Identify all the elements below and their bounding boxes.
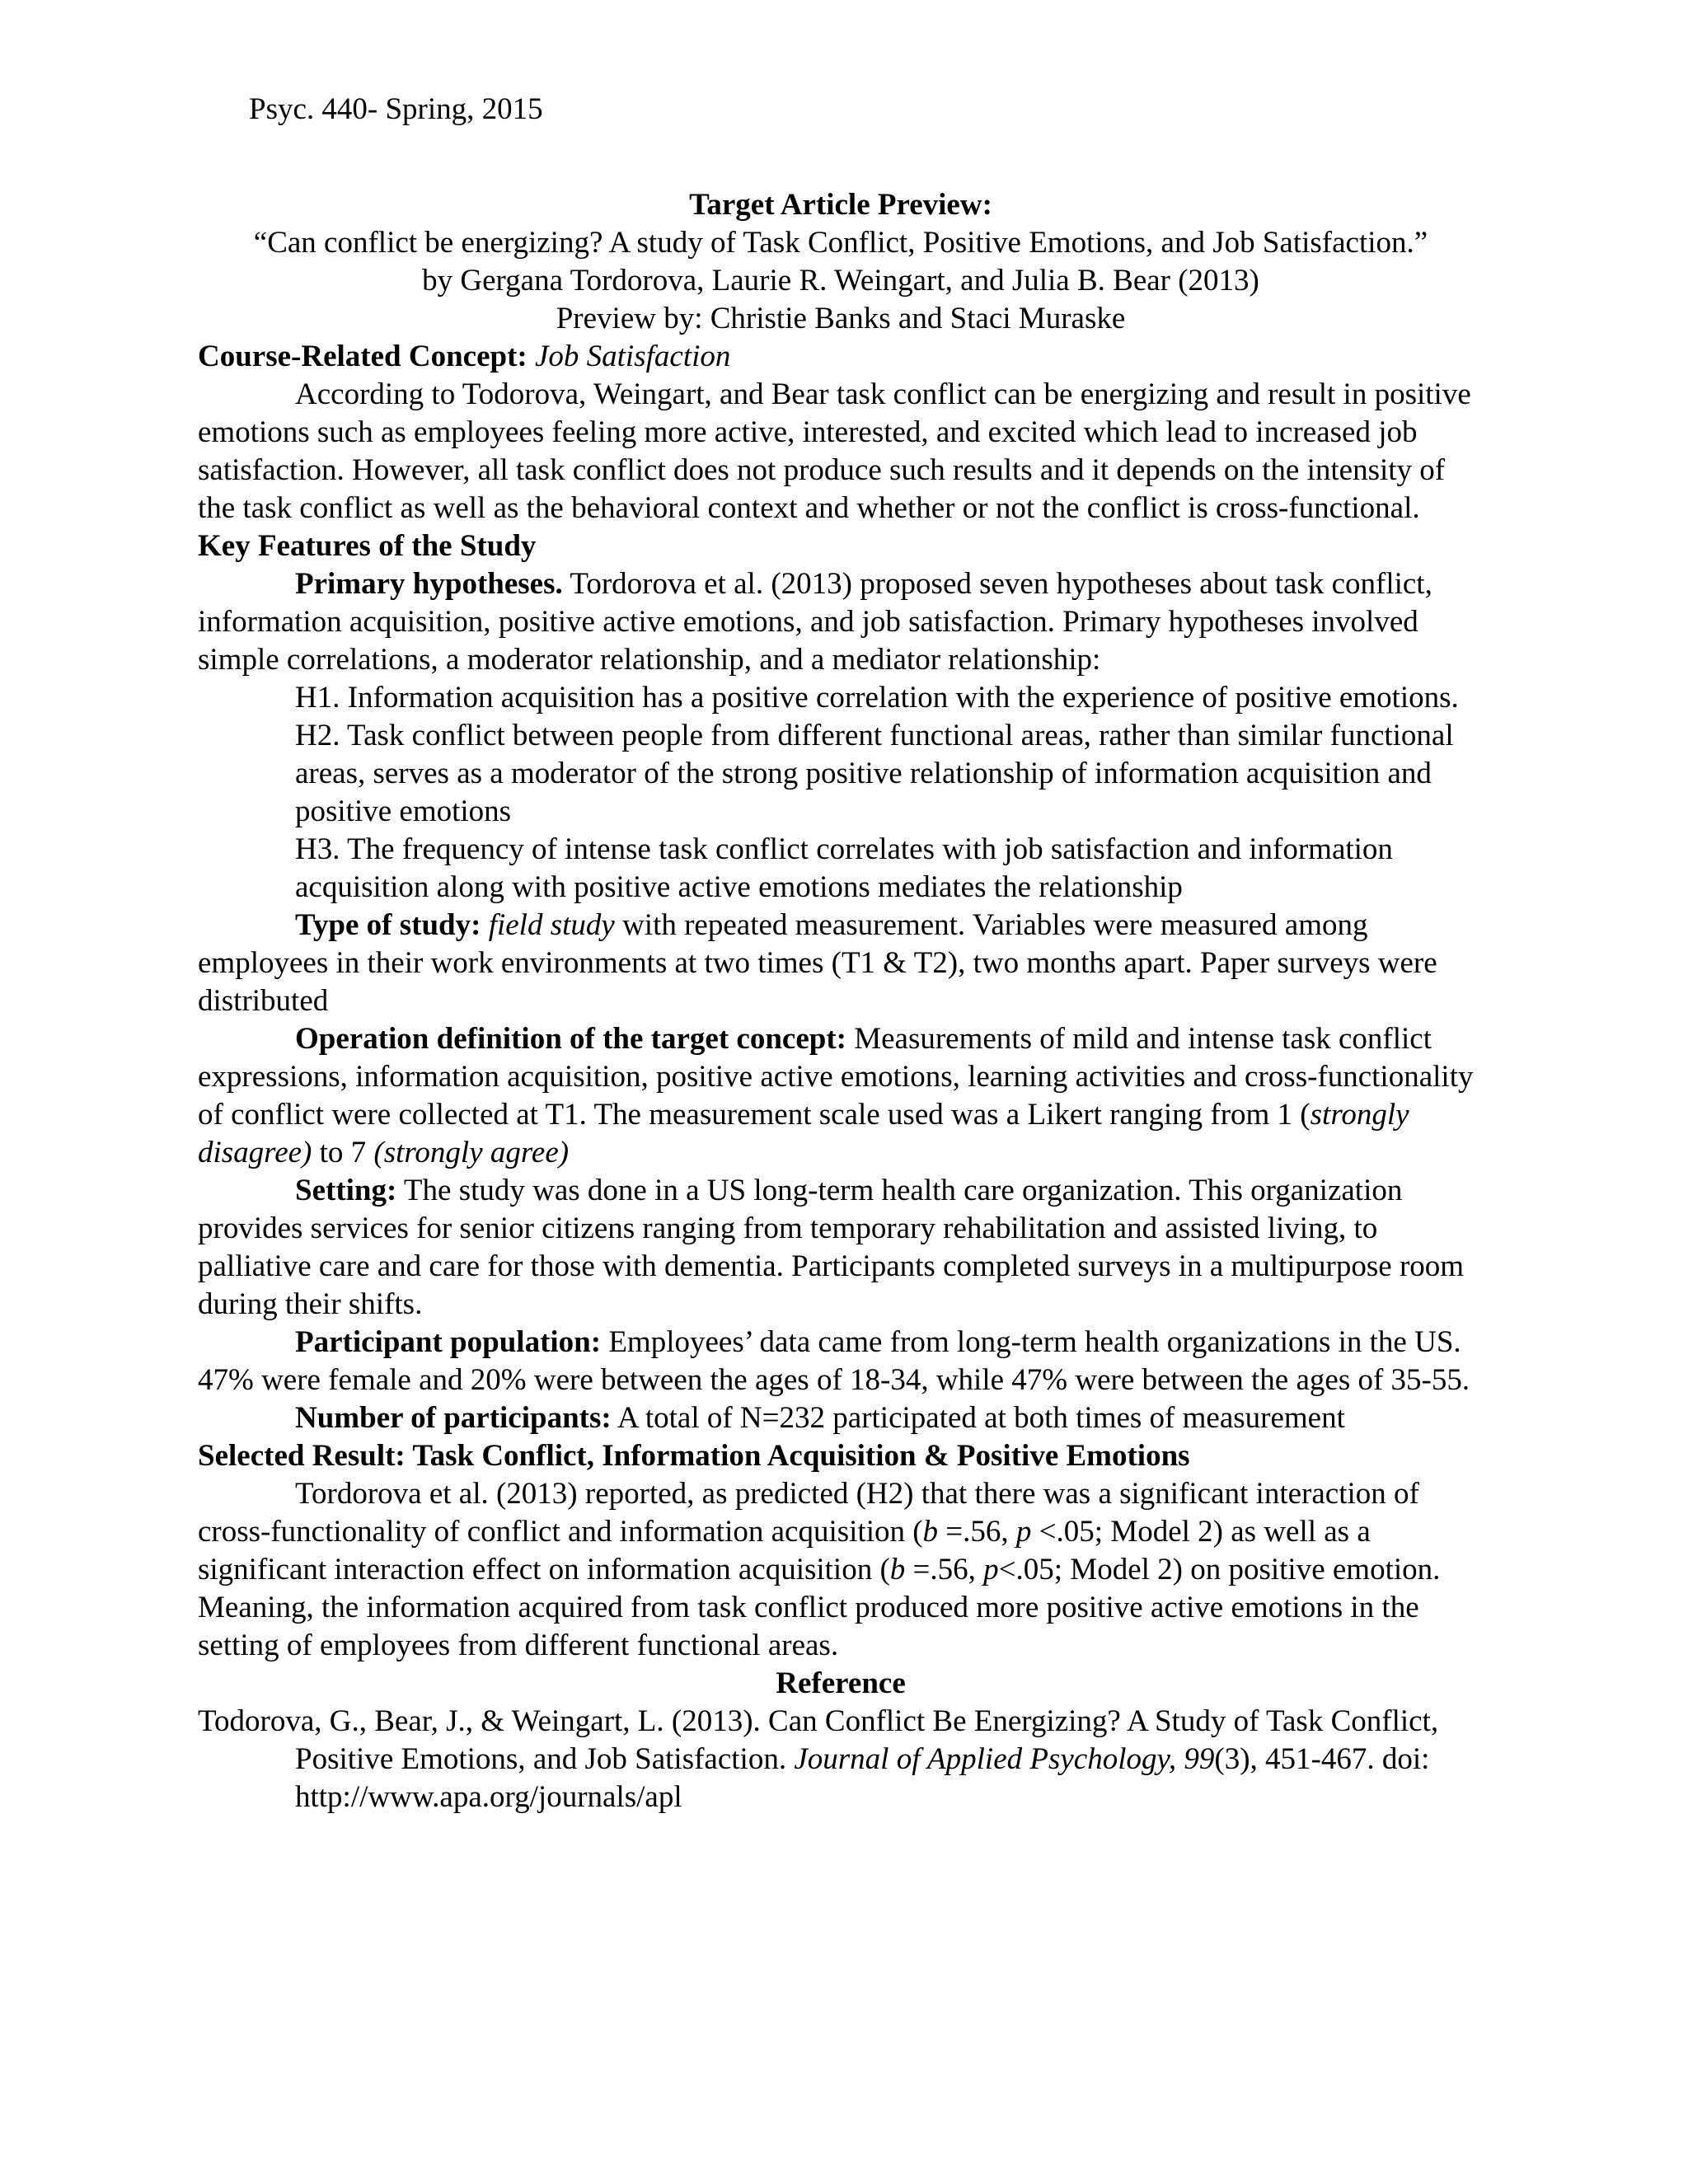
population-text: Employees’ data came from long-term health organizations in the US. 47% were female and 20% were between the ages of 18-34, while 47% were between the ages of 35-55. [198, 1325, 1470, 1397]
type-of-study-text: with repeated measurement. Variables were measured among employees in their work environments at two times (T1 & T2), two months apart. Paper surveys were distributed [198, 908, 1437, 1018]
population-paragraph [198, 1324, 1484, 1399]
setting-text: The study was done in a US long-term health care organization. This organization provides services for senior citizens ranging from temporary rehabilitation and assisted living, to palliative care and care for those with dementia. Participants completed surveys in a multipurpose room during their shifts. [198, 1174, 1465, 1321]
result-p-2: p [983, 1553, 999, 1586]
operation-definition-text: Measurements of mild and intense task conflict expressions, information acquisition, positive active emotions, learning activities and cross-functionality of conflict were collected at T1. The measurement scale used was a Likert ranging from 1 ( [198, 1022, 1474, 1132]
participants-text: A total of N=232 participated at both times of measurement [617, 1401, 1345, 1435]
likert-low-anchor: strongly disagree) [198, 1098, 1409, 1169]
setting-label: Setting: [295, 1174, 397, 1207]
participants-label: Number of participants: [295, 1401, 612, 1435]
result-text-5: <.05; Model 2) on positive emotion. Meaning, the information acquired from task conflict produced more positive active emotions in the setting of employees from different functional areas. [198, 1553, 1441, 1662]
hypothesis-2: H2. Task conflict between people from different functional areas, rather than similar functional areas, serves as a moderator of the strong positive relationship of information acquisition and positive emotions [295, 719, 1454, 828]
concept-line [198, 338, 1484, 376]
result-text-1: Tordorova et al. (2013) reported, as predicted (H2) that there was a significant interaction of cross-functionality of conflict and information acquisition ( [198, 1477, 1419, 1549]
primary-hypotheses-text: Tordorova et al. (2013) proposed seven hypotheses about task conflict, information acquisition, positive active emotions, and job satisfaction. Primary hypotheses involved simple correlations, a moderator relationship, and a mediator relationship: [198, 567, 1432, 677]
concept-paragraph: According to Todorova, Weingart, and Bear task conflict can be energizing and result in positive emotions such as employees feeling more active, interested, and excited which lead to increased job satisfaction. However, all task conflict does not produce such results and it depends on the intensity of the task conflict as well as the behavioral context and whether or not the conflict is cross-functional. [198, 377, 1471, 525]
result-text-3: <.05; Model 2) as well as a significant interaction effect on information acquisition ( [198, 1515, 1371, 1586]
primary-hypotheses-label: Primary hypotheses. [295, 567, 563, 601]
likert-high-anchor: (strongly agree) [373, 1136, 570, 1169]
setting-paragraph [198, 1172, 1484, 1324]
concept-label: Course-Related Concept: [198, 340, 528, 373]
preview-authors: Preview by: Christie Banks and Staci Muraske [556, 302, 1126, 335]
result-text-4: =.56, [912, 1553, 976, 1586]
hypothesis-1: H1. Information acquisition has a positive correlation with the experience of positive emotions. [295, 681, 1459, 715]
selected-result-heading: Selected Result: Task Conflict, Information Acquisition & Positive Emotions [198, 1439, 1190, 1473]
result-b-1: b [922, 1515, 939, 1549]
reference-entry [198, 1703, 1484, 1816]
preview-title: Target Article Preview: [689, 188, 992, 222]
type-of-study-paragraph [198, 907, 1484, 1020]
concept-value: Job Satisfaction [534, 340, 731, 373]
operation-definition-paragraph [198, 1020, 1484, 1172]
course-header: Psyc. 440- Spring, 2015 [249, 92, 543, 126]
article-authors: by Gergana Tordorova, Laurie R. Weingart, and Julia B. Bear (2013) [422, 264, 1259, 298]
key-features-heading: Key Features of the Study [198, 529, 537, 563]
selected-result-paragraph [198, 1475, 1484, 1665]
population-label: Participant population: [295, 1325, 602, 1359]
primary-hypotheses-paragraph [198, 565, 1484, 679]
reference-text: Todorova, G., Bear, J., & Weingart, L. (2013). Can Conflict Be Energizing? A Study of Task Conflict, Positive Emotions, and Job Satisfaction. [198, 1704, 1439, 1776]
article-title: “Can conflict be energizing? A study of Task Conflict, Positive Emotions, and Job Satisfaction.” [253, 226, 1428, 260]
operation-definition-label: Operation definition of the target concept: [295, 1022, 846, 1056]
reference-heading: Reference [776, 1666, 906, 1700]
reference-doi: (3), 451-467. doi: http://www.apa.org/journals/apl [295, 1742, 1430, 1814]
result-b-2: b [889, 1553, 906, 1586]
hypothesis-3: H3. The frequency of intense task conflict correlates with job satisfaction and information acquisition along with positive active emotions mediates the relationship [295, 832, 1393, 904]
result-p-1: p [1015, 1515, 1032, 1549]
type-of-study-label: Type of study: [295, 908, 481, 942]
reference-journal: Journal of Applied Psychology, 99 [794, 1742, 1215, 1776]
document-page [198, 91, 1484, 1816]
result-text-2: =.56, [945, 1515, 1009, 1549]
likert-mid-text: to 7 [319, 1136, 367, 1169]
type-of-study-value: field study [488, 908, 615, 942]
participants-paragraph [198, 1399, 1484, 1437]
